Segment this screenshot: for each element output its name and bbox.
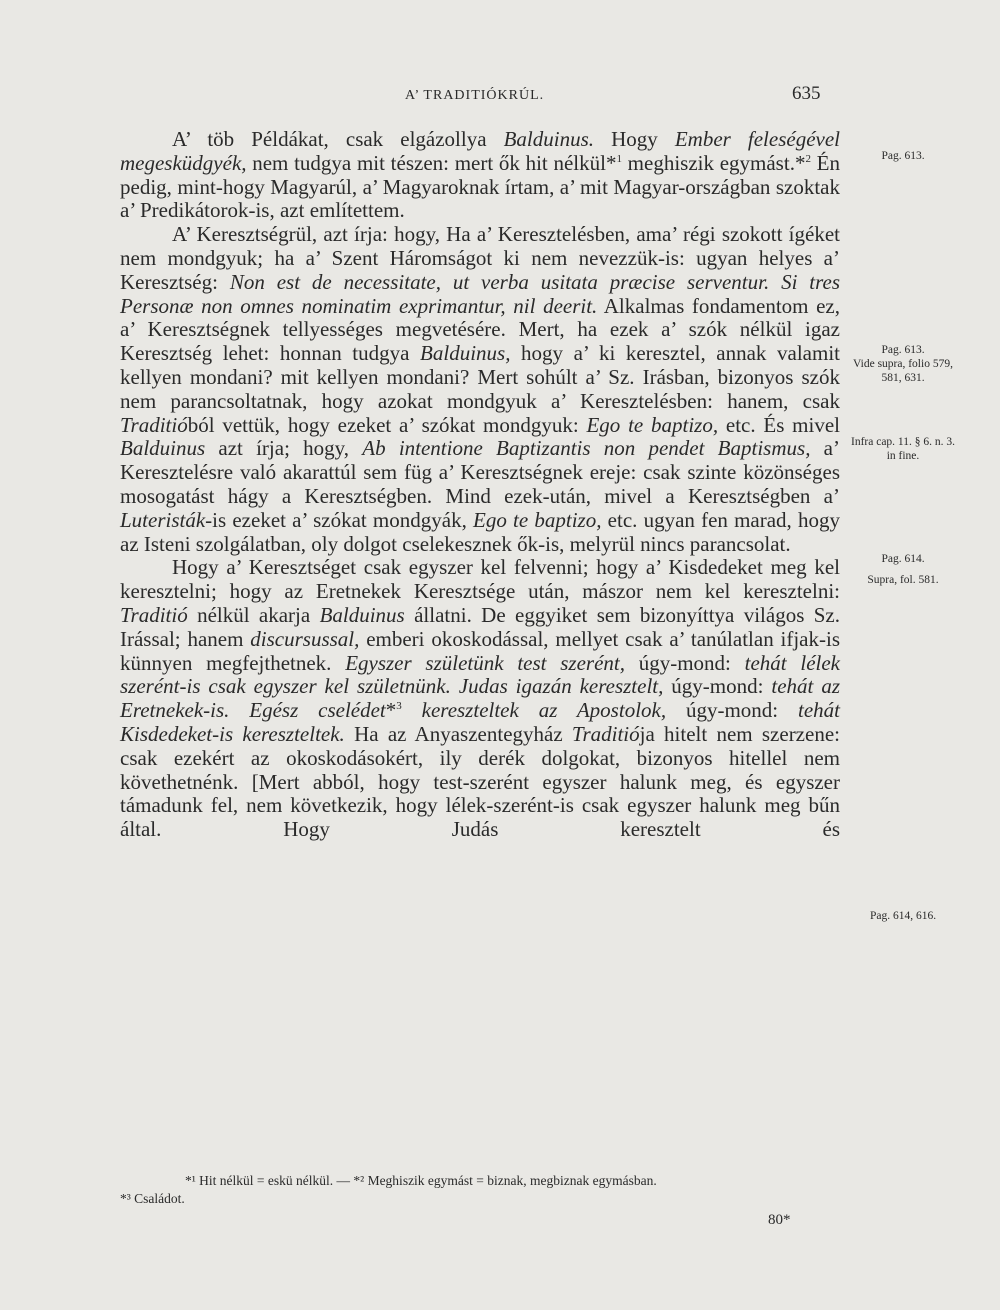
sidenote-1: Pag. 613. [881,150,925,162]
sidenote-6: Supra, fol. 581. [867,574,939,586]
sidenote-4: Infra cap. 11. § 6. n. 3. in fine. [851,436,955,462]
sidenote-3: Vide supra, folio 579, 581, 631. [853,358,953,384]
sidenote-2: Pag. 613. [881,344,925,356]
footnotes [120,1172,840,1208]
running-head: A’ TRADITIÓKRÚL. [405,88,545,103]
page-header [0,83,1000,112]
paragraph-2: A’ Keresztségrül, azt írja: hogy, Ha a’ Keresztelésben, ama’ régi szokott ígéket nem mondgyuk; ha a’ Szent Háromságot ki nem nevezzük-is: ugyan helyes a’ Keresztség: Non est de necessitate, ut verba usitata præcise serventur. Si tres Personæ non omnes nominatim exprimantur, nil deerit. Alkalmas fondamentom ez, a’ Keresztségnek tellyességes megvetésére. Mert, ha ezek a’ szók nélkül igaz Keresztség lehet: honnan tudgya Balduinus, hogy a’ ki keresztel, annak valamit kellyen mondani? mit kellyen mondani? Mert sohúlt a’ Sz. Irásban, bizonyos szók nem parancsoltatnak, hogy azokat mondgyuk a’ Keresztelésben: hanem, csak Traditióból vettük, hogy ezeket a’ szókat mondgyuk: Ego te baptizo, etc. És mivel Balduinus azt írja; hogy, Ab intentione Baptizantis non pendet Baptismus, a’ Keresztelésre való akarattúl sem füg a’ Keresztségnek ereje: csak szinte közönséges mosogatást hágy a Keresztségben. Mind ezek-után, mivel a Keresztségben a’ Luteristák-is ezeket a’ szókat mondgyák, Ego te baptizo, etc. ugyan fen marad, hogy az Isteni szolgálatban, oly dolgot cselekesznek ők-is, melyrül nincs parancsolat. [120,222,840,556]
footnote-1: *¹ Hit nélkül = eskü nélkül. — *² Meghiszik egymást = biznak, megbiznak egymásban. [185,1173,657,1188]
sidenote-5: Pag. 614. [881,553,925,565]
footnote-2: *³ Családot. [120,1191,185,1206]
page-number: 635 [792,83,821,104]
paragraph-3: Hogy a’ Keresztséget csak egyszer kel felvenni; hogy a’ Kisdedeket meg kel keresztelni; hogy az Eretnekek Keresztsége után, mászor nem kel keresztelni: Traditió nélkül akarja Balduinus állatni. De eggyiket sem bizonyíttya világos Sz. Irással; hanem discursussal, emberi okoskodással, mellyet csak a’ tanúlatlan ifjak-is künnyen megfejthetnek. Egyszer születünk test szerént, úgy-mond: tehát lélek szerént-is csak egyszer kel születnünk. Judas igazán keresztelt, úgy-mond: tehát az Eretnekek-is. Egész cselédet*$^3$ kereszteltek az Apostolok, úgy-mond: tehát Kisdedeket-is kereszteltek. Ha az Anyaszentegyház Traditiója hitelt nem szerzene: csak ezekért az okoskodásokért, ily derék dolgokat, bizonyos hitellel nem követhetnénk. [Mert abból, hogy test-szerént egyszer halunk meg, és egyszer támadunk fel, nem következik, hogy lélek-szerént-is csak egyszer halunk meg bűn által. Hogy Judás keresztelt és [120,555,841,842]
paragraph-1: A’ töb Példákat, csak elgázollya Balduinus. Hogy Ember feleségével megesküdgyék, nem tudgya mit tészen: mert ők hit nélkül*$^1$ meghiszik egymást.*$^2$ Én pedig, mint-hogy Magyarúl, a’ Magyaroknak írtam, a’ mit Magyar-országban szoktak a’ Predikátorok-is, azt említettem. [120,127,840,223]
body-text [120,128,840,842]
sidenote-7: Pag. 614, 616. [869,910,937,922]
signature-mark: 80* [768,1212,791,1228]
